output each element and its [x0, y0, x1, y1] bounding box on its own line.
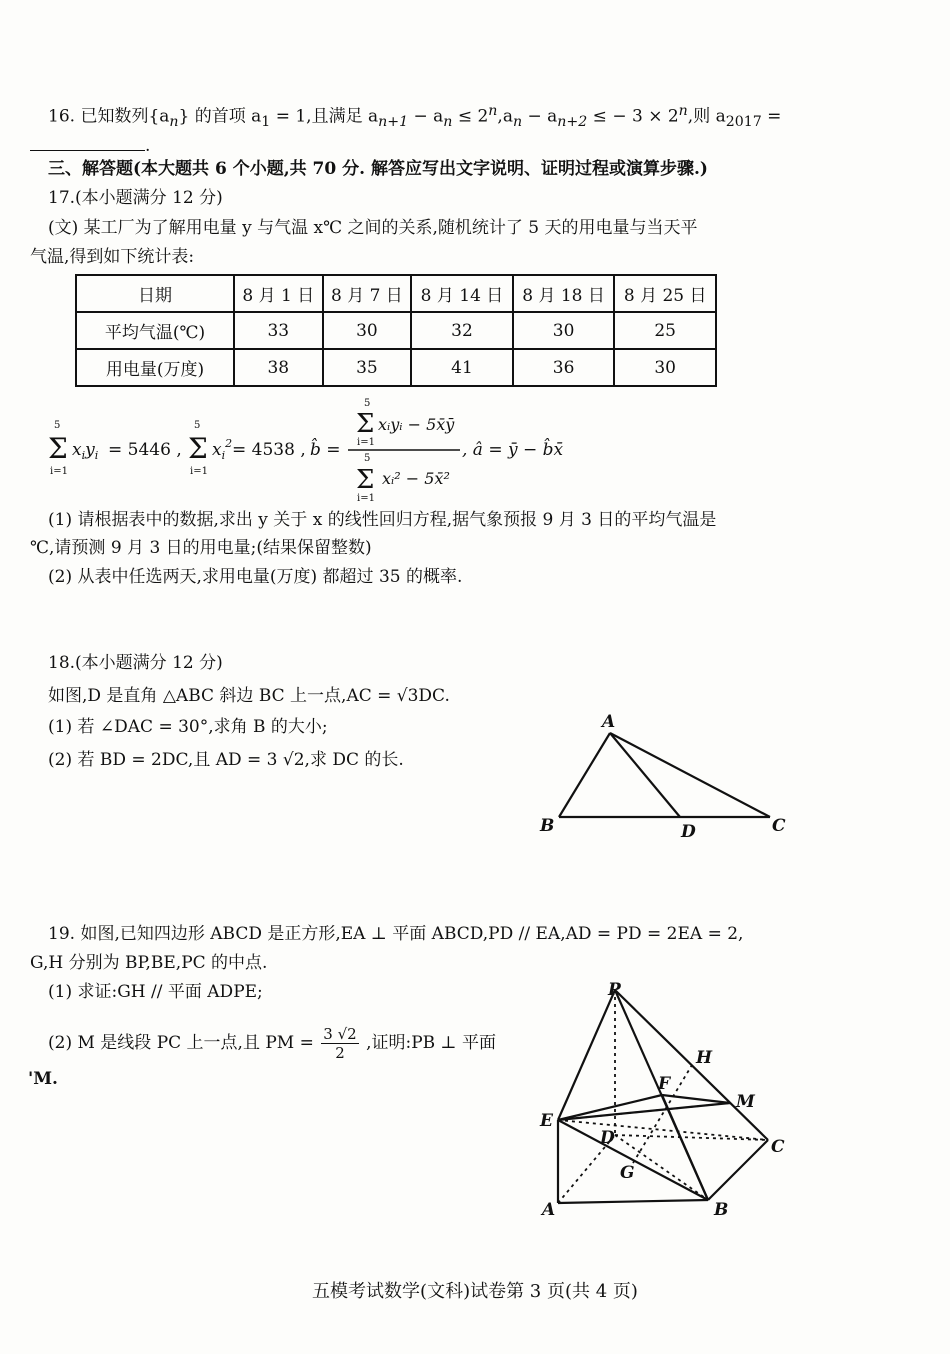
q19-line5: 'M.	[28, 1069, 58, 1089]
q17-part1-line1: (1) 请根据表中的数据,求出 y 关于 x 的线性回归方程,据气象预报 9 月 3 日的平均气温是	[48, 510, 717, 530]
svg-text:Σ: Σ	[356, 409, 375, 439]
q17-part2: (2) 从表中任选两天,求用电量(万度) 都超过 35 的概率.	[48, 567, 463, 587]
q18-part1: (1) 若 ∠DAC = 30°,求角 B 的大小;	[48, 717, 328, 737]
q16-answer-blank: .	[30, 132, 150, 157]
svg-text:xᵢ² − 5x̄²: xᵢ² − 5x̄²	[382, 469, 450, 488]
svg-text:xiyi: $x_iy_i$	[72, 440, 99, 462]
label-A: A	[602, 712, 616, 732]
question-16: 16. 已知数列$\{a_n\}$ 的首项 $a_1 = 1$,且满足 $a_{n+1} - a_n \le 2^n,a_n - a_{n+2}$ ≤ − $3 \times 2^n$,则 $a_{2017}$ =	[48, 103, 782, 131]
q18-line1: 如图,D 是直角 △ABC 斜边 BC 上一点,AC = √3DC.	[48, 686, 450, 706]
label-B: B	[540, 816, 555, 836]
label-H: H	[696, 1048, 713, 1068]
svg-text:5: 5	[364, 453, 371, 464]
label-B: B	[714, 1200, 729, 1220]
section-3-title: 三、解答题(本大题共 6 个小题,共 70 分. 解答应写出文字说明、证明过程或演算步骤.)	[48, 159, 708, 179]
svg-text:= 5446 ,: = 5446 ,	[108, 440, 182, 460]
table-row: 平均气温(℃) 33 30 32 30 25	[76, 312, 716, 349]
svg-text:Σ: Σ	[356, 465, 375, 495]
svg-text:xi2: $x_i^2$	[212, 437, 233, 462]
q17-intro-line2: 气温,得到如下统计表:	[30, 247, 195, 267]
q19-line2: G,H 分别为 BP,BE,PC 的中点.	[30, 953, 268, 973]
sigma-symbol: Σ	[48, 432, 68, 465]
svg-text:xᵢyᵢ − 5x̄ȳ: xᵢyᵢ − 5x̄ȳ	[378, 415, 455, 434]
label-C: C	[771, 1137, 785, 1157]
label-E: E	[540, 1111, 553, 1131]
label-A: A	[542, 1200, 556, 1220]
svg-text:, â = ȳ − b̂x̄: , â = ȳ − b̂x̄	[462, 440, 564, 460]
edge-AB	[559, 733, 610, 817]
table-row: 日期 8 月 1 日 8 月 7 日 8 月 14 日 8 月 18 日 8 月 25 日	[76, 275, 716, 312]
svg-text:b̂ =: b̂ =	[310, 440, 341, 460]
q19-solid-figure	[530, 975, 800, 1220]
page-footer: 五模考试数学(文科)试卷第 3 页(共 4 页)	[312, 1281, 638, 1302]
q17-regression-formula	[48, 398, 768, 503]
table-row: 用电量(万度) 38 35 41 36 30	[76, 349, 716, 386]
q17-part1-line2: ℃,请预测 9 月 3 日的用电量;(结果保留整数)	[30, 538, 372, 558]
svg-text:= 4538 ,: = 4538 ,	[232, 440, 306, 460]
q18-part2: (2) 若 BD = 2DC,且 AD = 3 √2,求 DC 的长.	[48, 750, 404, 770]
q18-header: 18.(本小题满分 12 分)	[48, 653, 223, 673]
fraction-pm: $\frac{3 √2}{2}$	[323, 1025, 357, 1062]
svg-text:5: 5	[194, 420, 201, 431]
svg-text:5: 5	[364, 398, 371, 409]
q16-text: 16. 已知数列{a	[48, 106, 170, 127]
label-M: M	[736, 1092, 755, 1112]
q18-triangle-figure	[530, 710, 800, 840]
svg-text:5: 5	[54, 420, 61, 431]
label-C: C	[772, 816, 786, 836]
q19-part1: (1) 求证:GH // 平面 ADPE;	[48, 982, 263, 1002]
q17-header: 17.(本小题满分 12 分)	[48, 188, 223, 208]
label-D: D	[681, 822, 696, 840]
label-F: F	[658, 1074, 671, 1094]
sigma-symbol: Σ	[188, 432, 208, 465]
q17-data-table	[75, 274, 717, 387]
q19-line1: 19. 如图,已知四边形 ABCD 是正方形,EA ⊥ 平面 ABCD,PD // EA,AD = PD = 2EA = 2,	[48, 924, 744, 944]
label-P: P	[608, 980, 621, 1000]
svg-text:i=1: i=1	[357, 493, 375, 503]
svg-text:i=1: i=1	[190, 466, 208, 477]
svg-text:i=1: i=1	[357, 437, 375, 448]
segment-AD	[610, 733, 680, 817]
label-G: G	[620, 1163, 635, 1183]
q19-part2: (2) M 是线段 PC 上一点,且 PM = $\frac{3 √2}{2}$ ,证明:PB ⊥ 平面	[48, 1025, 496, 1062]
q17-intro-line1: (文) 某工厂为了解用电量 y 与气温 x℃ 之间的关系,随机统计了 5 天的用电量与当天平	[48, 218, 698, 238]
svg-text:i=1: i=1	[50, 466, 68, 477]
label-D: D	[600, 1128, 615, 1148]
edge-AC	[610, 733, 770, 817]
